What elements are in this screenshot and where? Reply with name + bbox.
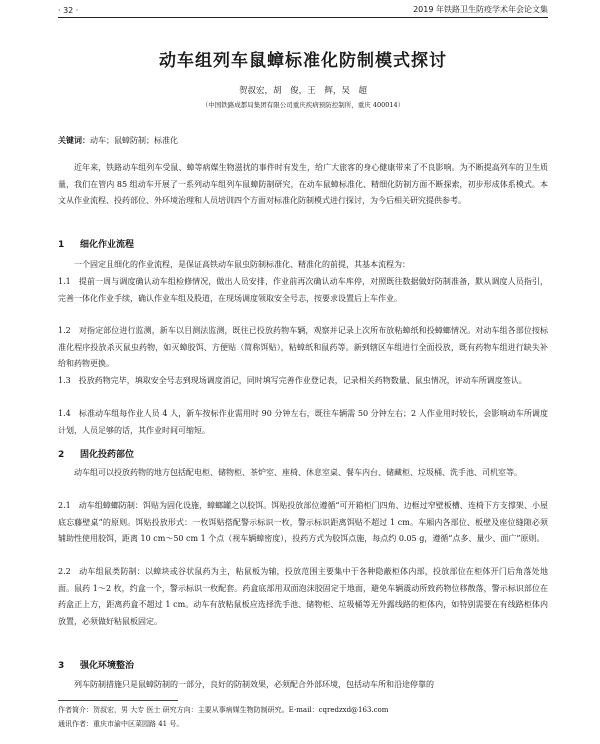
page-number: · 32 · (58, 6, 79, 15)
footnote-divider (58, 700, 178, 701)
footnote-address: 通讯作者：重庆市渝中区菜园路 41 号。 (58, 720, 184, 728)
keywords-text: 动车；鼠蟑防制；标准化 (90, 136, 178, 145)
section1-lead: 一个固定且细化的作业流程，是保证高铁动车鼠虫防制标准化、精准化的前提，其基本流程为： (74, 260, 410, 269)
section-number: 3 (58, 661, 65, 671)
keywords-label: 关键词： (58, 136, 90, 145)
running-header (58, 4, 548, 18)
author-list: 贺叔宏，胡 俊，王 辉，吴 超 (238, 86, 368, 96)
section-heading-3 (58, 658, 548, 671)
intro-paragraph: 近年来，铁路动车组列车受鼠、蟑等病媒生物滋扰的事件时有发生，给广大旅客的身心健康带来了不良影响。为不断提高列车的卫生质量，我们在管内 85 组动车开展了一系列动车组列车鼠蟑防制研究，在动车鼠蟑标准化、精细化防制方面不断探索，初步形成体系模式。本文从作业流程、投药部位、外环境治理和人员培训四个方面对标准化防制模式进行探讨，为今后相关研究提供参考。 (58, 163, 548, 205)
section-title: 细化作业流程 (80, 240, 135, 250)
section-title: 固化投药部位 (80, 450, 135, 460)
section1-item-4: 1.4 标准动车组每作业人员 4 人，新车按标作业需用时 90 分钟左右，既往车辆需 50 分钟左右；2 人作业用时较长，会影响动车所调度计划，人员足够的话，其作业时间可缩短。 (58, 409, 548, 435)
section-number: 1 (58, 240, 65, 250)
section2-item-2: 2.2 动车组鼠类防制：以蟑块或谷状鼠药为主，粘鼠板为辅，投放范围主要集中于各种隐蔽柜体内部，投放部位在柜体开门后角落处地面。鼠药 1～2 枚，约盒一个，警示标识一枚配套。药盒底部用双面泡沫胶固定于地面，避免车辆震动所致药物位移散落，警示标识部位在药盒正上方，距离药盒不超过 1 cm。动车有放粘鼠板应选择洗手池、储物柜、垃圾桶等无外露线路的柜体内，如特别需要在有线路柜体内放置，必须做好粘鼠板固定。 (58, 567, 548, 626)
section-title: 强化环境整治 (80, 661, 135, 671)
section1-item-2: 1.2 对指定部位进行监测，新车以目测法监测，既往已投放药物车辆，观察并记录上次所布放粘蟑纸和投蟑螂情况。对动车组各部位按标准化程序投放杀灭鼠虫药物，如灭蟑胶饵、方便贴（简称饵贴），粘蟑纸和鼠药等。新到辖区车组进行全面投放，既有药物车组进行缺失补给和药物更换。 (58, 326, 548, 368)
author-affiliation: （中国铁路成都局集团有限公司重庆疾病预防控制所，重庆 400014） (201, 101, 405, 109)
section-number: 2 (58, 450, 65, 460)
keywords-line (58, 135, 548, 146)
section2-item-1: 2.1 动车组蟑螂防制：饵贴为固化设施，蟑螂罐之以胶饵。饵贴投放部位遵循“可开箱柜门四角、边框过窄壁板槽、连椅下方支撑架、小屋底忘藤壁桌”的原则。饵贴投放形式：一枚饵贴搭配警示标识一枚，警示标识距离饵贴不超过 1 cm。车厢内各部位、板壁及座位缝隙必须辅助性使用胶饵，距离 10 cm～50 cm 1 个点（视车辆蟑密度），投药方式为胶饵点施，每点约 0.05 g，遵循“点多、量少、面广”原则。 (58, 501, 548, 543)
section-heading-1 (58, 237, 548, 250)
article-title: 动车组列车鼠蟑标准化防制模式探讨 (159, 51, 447, 71)
section1-item-3: 1.3 投放药物完毕，填取安全号志到现场调度消记，同时填写完善作业登记表，记录相关药物数量、鼠虫情况，评动车所调度签认。 (58, 376, 527, 385)
section1-item-1: 1.1 提前一周与调度确认动车组检修情况，做出人员安排，作业前再次确认动车库停，对照既往数据做好防制准备，默从调度人员指引，完善一体化作业手续，确认作业车组及股道，在现场调度领取安全号志，按要求设置后上车作业。 (58, 277, 548, 303)
section-heading-2 (58, 447, 548, 460)
journal-name: 2019 年铁路卫生防疫学术年会论文集 (413, 5, 548, 14)
section3-lead: 列车防制措施只是鼠蟑防制的一部分，良好的防制效果，必须配合外部环境，包括动车所和沿途停靠的 (74, 680, 434, 689)
footnote-author-info: 作者简介：贺叔宏，男 大专 医士 研究方向：主要从事病媒生物防制研究。E-mail：cqredzxd@163.com (58, 706, 389, 714)
section2-lead: 动车组可以投放药物的地方包括配电柜、储物柜、茶炉室、座椅、休息室桌、餐车内台、储藏柜、垃圾桶、洗手池、司机室等。 (74, 468, 522, 477)
